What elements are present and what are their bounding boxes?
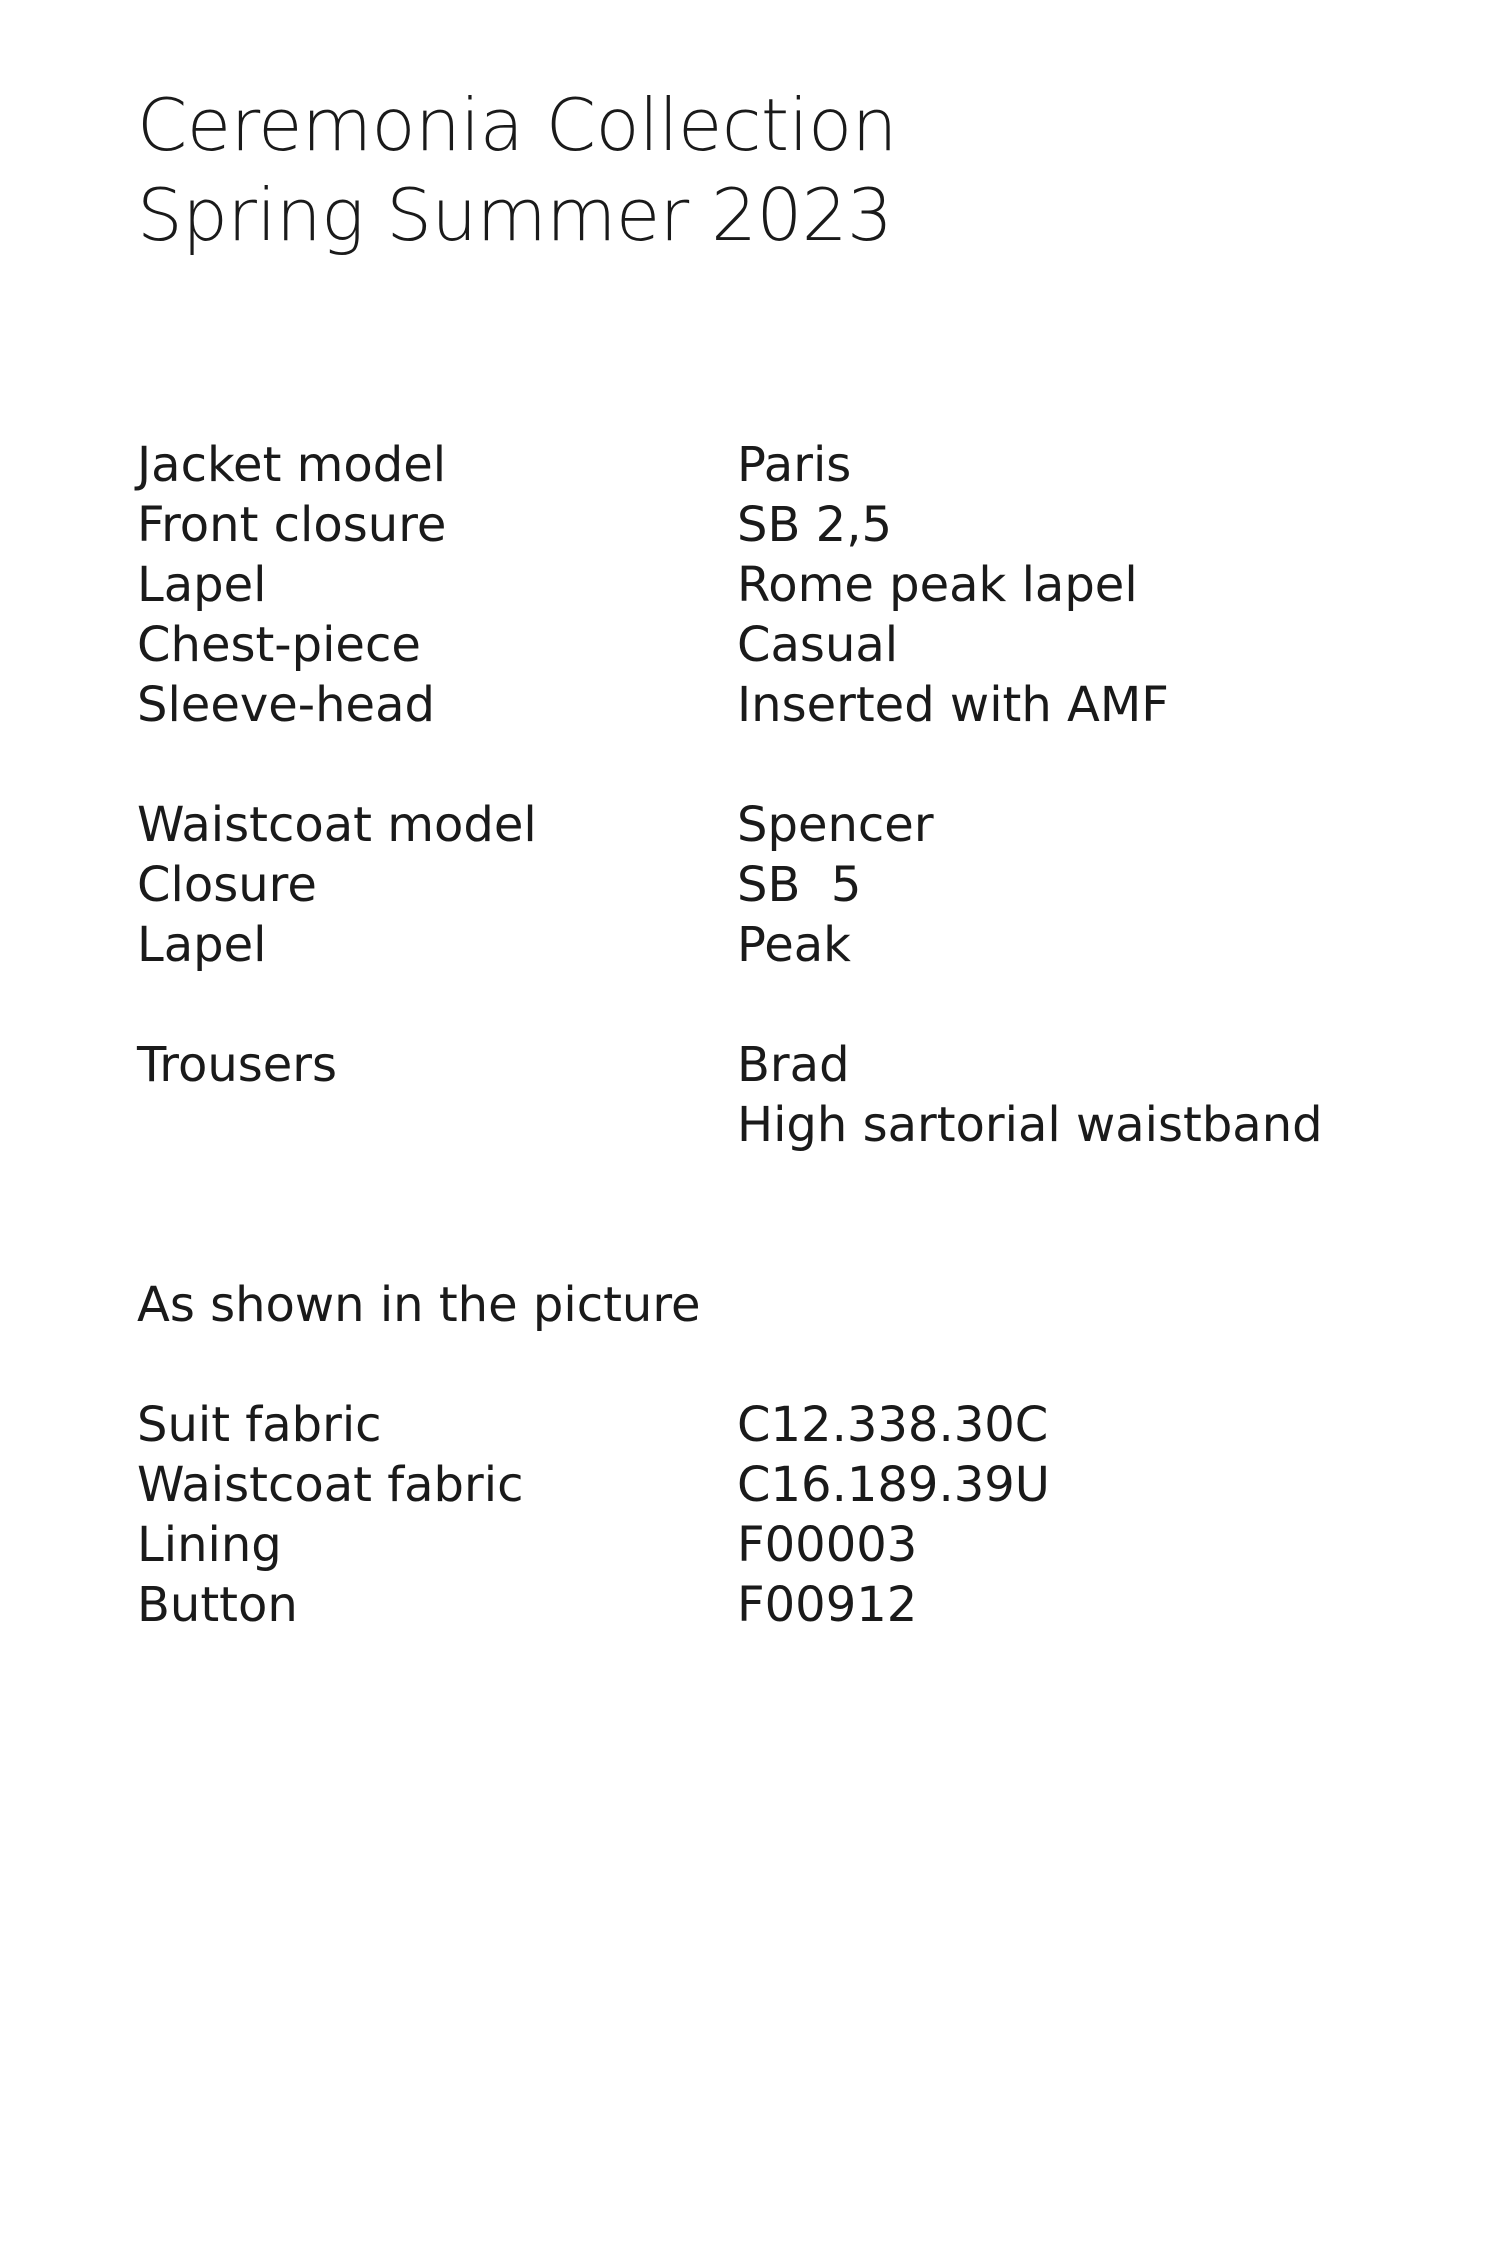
spec-row-closure (137, 855, 1397, 915)
spec-label: Waistcoat model (137, 797, 537, 853)
spec-label: Jacket model (137, 437, 447, 493)
spec-value: Rome peak lapel (737, 557, 1138, 613)
spec-value: SB 5 (737, 857, 862, 913)
spacer (137, 1335, 1397, 1395)
spec-value: F00912 (737, 1577, 918, 1633)
spec-value: High sartorial waistband (737, 1097, 1323, 1153)
spec-value: Peak (737, 917, 851, 973)
spec-value: Paris (737, 437, 852, 493)
spec-label (137, 1095, 737, 1155)
spec-value: Brad (737, 1037, 850, 1093)
spec-row-lining (137, 1515, 1397, 1575)
spacer (137, 1155, 1397, 1275)
spec-row-chest-piece (137, 615, 1397, 675)
spec-label: Sleeve-head (137, 677, 435, 733)
spec-row-waistcoat-model (137, 795, 1397, 855)
spec-row-front-closure (137, 495, 1397, 555)
spacer (137, 735, 1397, 795)
spec-value: Spencer (737, 797, 934, 853)
spec-row-suit-fabric (137, 1395, 1397, 1455)
collection-name: Ceremonia Collection (137, 83, 897, 167)
spec-value: SB 2,5 (737, 497, 892, 553)
spec-label: Lapel (137, 917, 267, 973)
spec-label: Chest-piece (137, 617, 421, 673)
spacer (137, 975, 1397, 1035)
spec-row-sleeve-head (137, 675, 1397, 735)
spec-row-waistcoat-lapel (137, 915, 1397, 975)
spec-label: Lapel (137, 557, 267, 613)
spec-row-waistcoat-fabric (137, 1455, 1397, 1515)
spec-value: C12.338.30C (737, 1397, 1049, 1453)
season: Spring Summer 2023 (137, 173, 893, 257)
spec-label: Closure (137, 857, 317, 913)
spec-value: C16.189.39U (737, 1457, 1050, 1513)
picture-note: As shown in the picture (137, 1277, 701, 1333)
spec-label: Suit fabric (137, 1397, 382, 1453)
spec-label: Lining (137, 1517, 282, 1573)
spec-label: Button (137, 1577, 298, 1633)
spec-row-button (137, 1575, 1397, 1635)
spec-row-jacket-model (137, 435, 1397, 495)
spec-label: Trousers (137, 1037, 338, 1093)
spec-label: Front closure (137, 497, 447, 553)
page-title (137, 80, 1397, 260)
spec-row-lapel (137, 555, 1397, 615)
spec-label: Waistcoat fabric (137, 1457, 524, 1513)
spec-value: Casual (737, 617, 899, 673)
spec-row-trousers (137, 1035, 1397, 1095)
spec-list (137, 435, 1397, 1635)
spec-row-waistband (137, 1095, 1397, 1155)
spec-sheet (137, 80, 1397, 1633)
spec-value: Inserted with AMF (737, 677, 1169, 733)
spec-value: F00003 (737, 1517, 918, 1573)
